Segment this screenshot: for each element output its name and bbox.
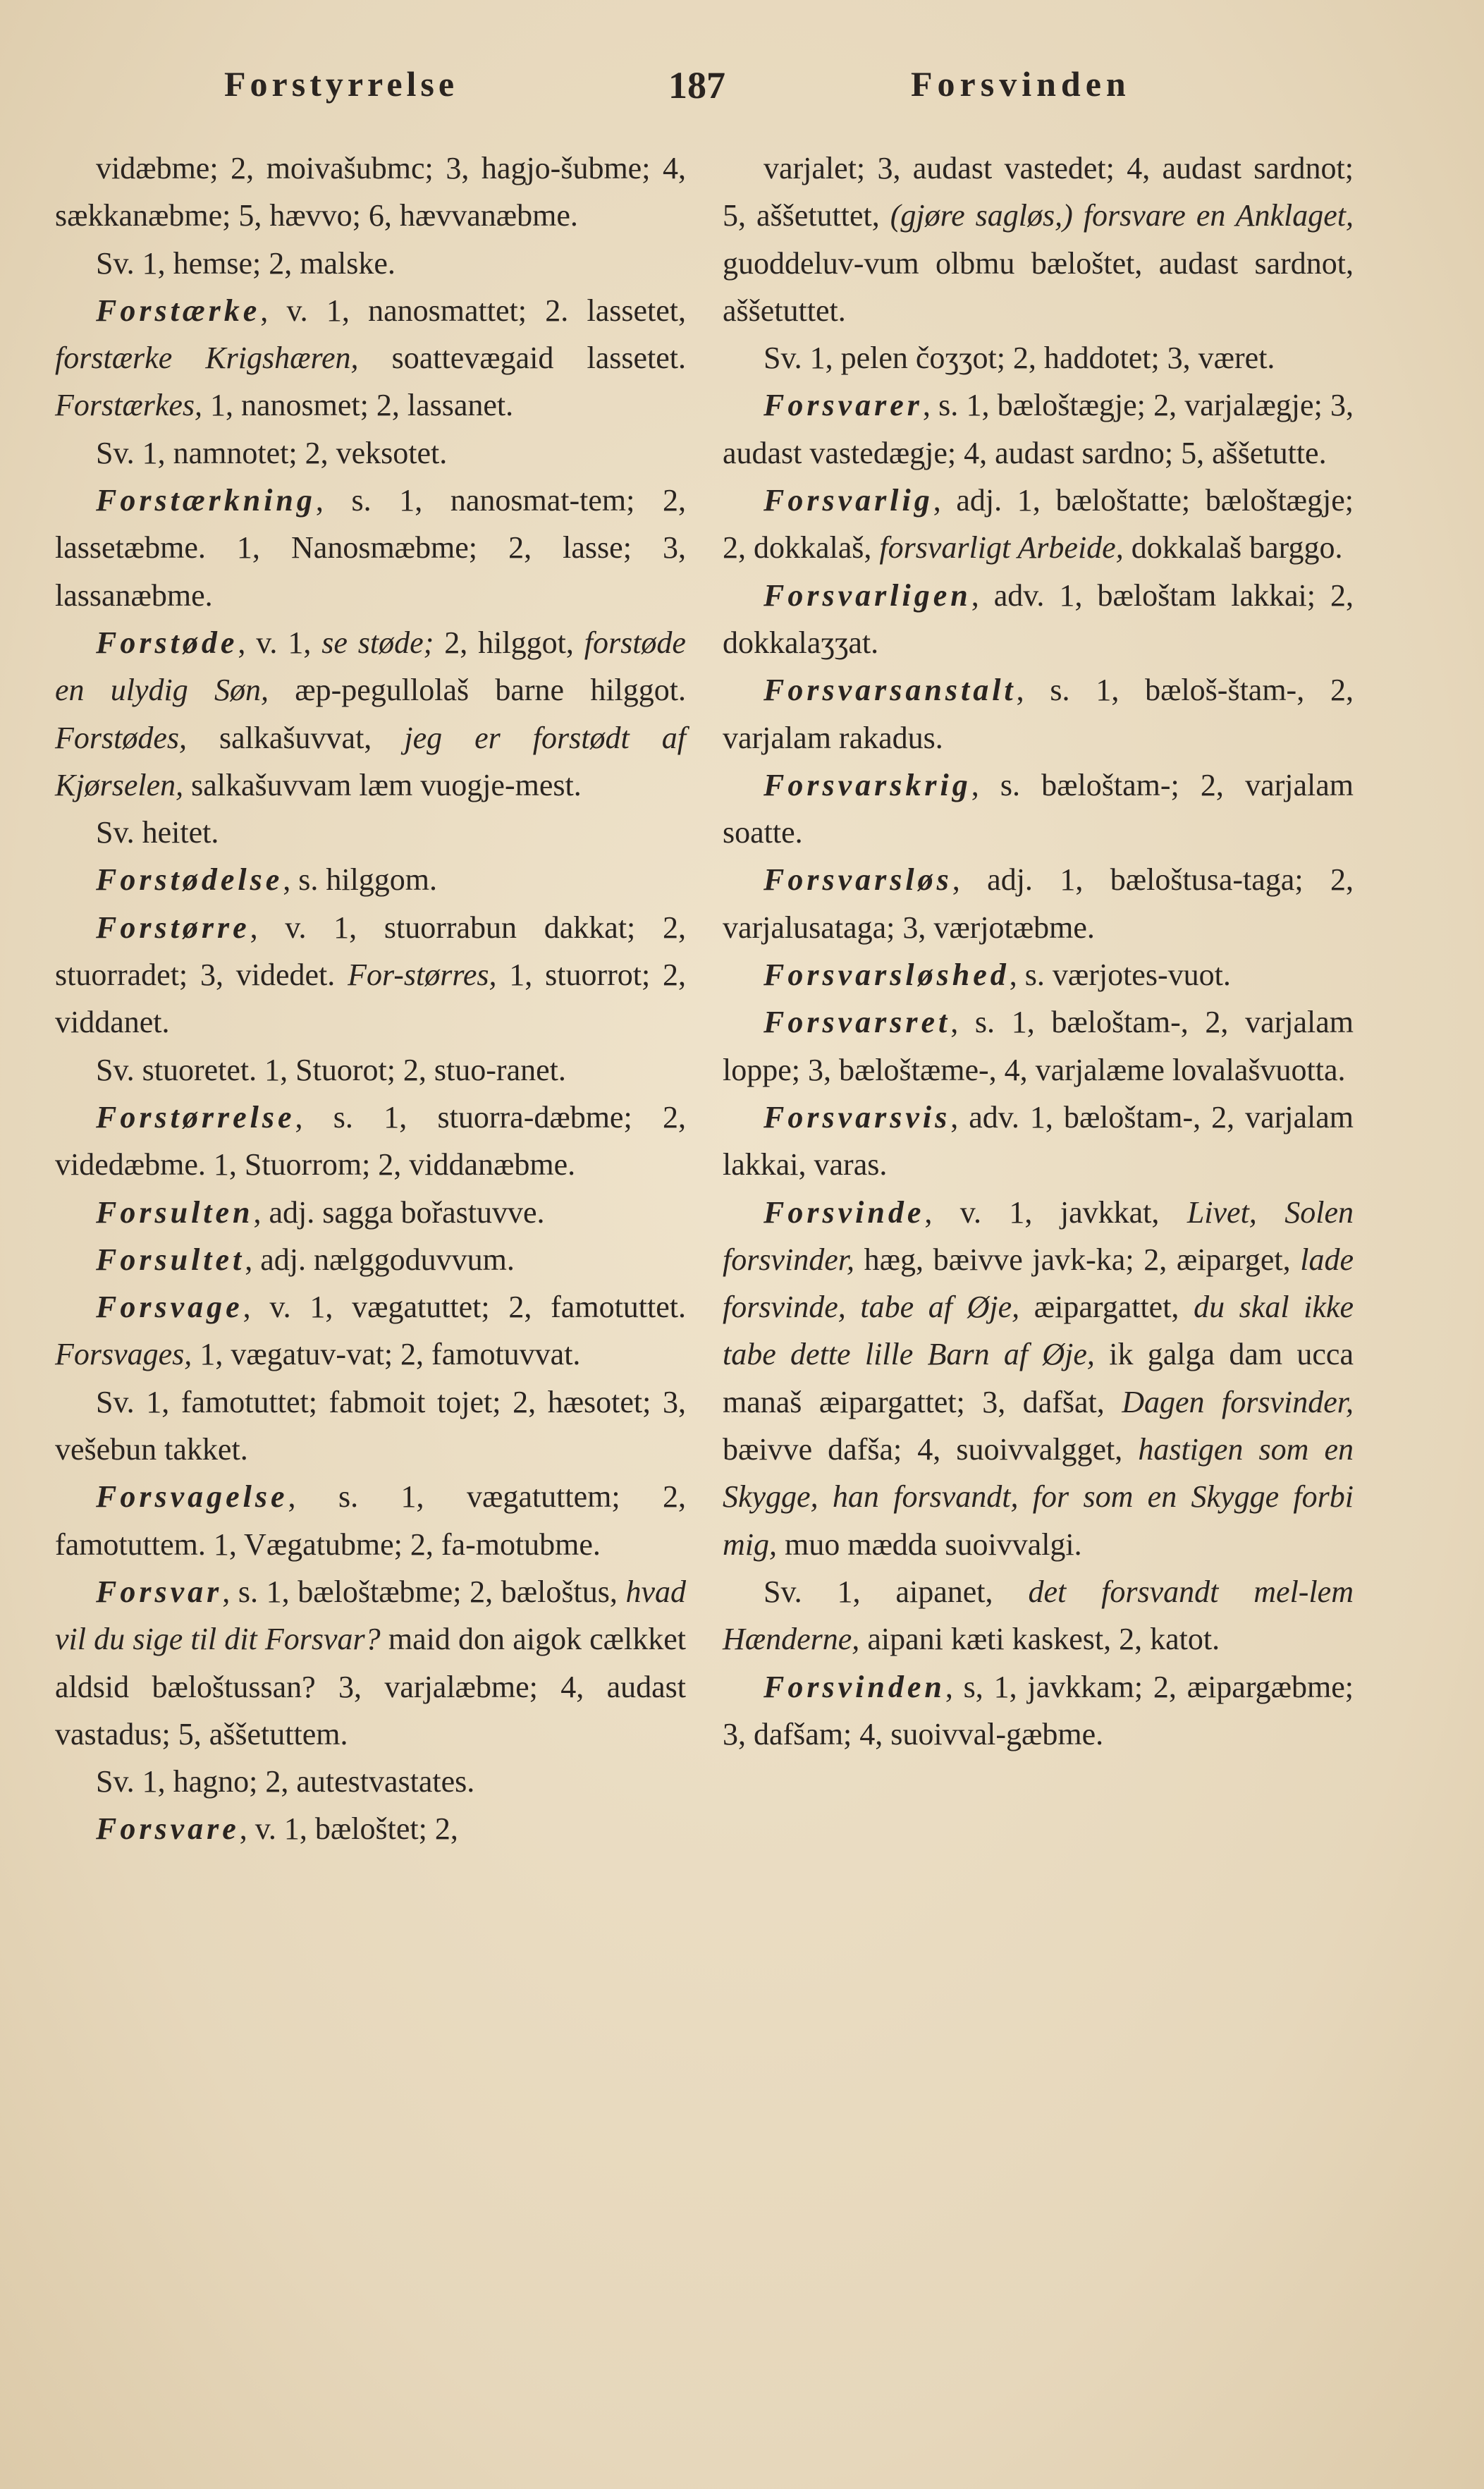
- headword: Forsvarskrig: [764, 767, 971, 802]
- entry-text: 1, stuorrot; 2, viddanet.: [55, 958, 686, 1040]
- headword: Forsulten: [96, 1194, 254, 1230]
- entry-text: 1, vægatuv-vat; 2, famotuvvat.: [192, 1337, 581, 1372]
- entry-text: , s. bæloštam-; 2, varjalam soatte.: [723, 767, 1354, 850]
- headword: Forsvinde: [764, 1194, 925, 1230]
- dictionary-entry: [723, 998, 1354, 1094]
- entry-text: , s. værjotes-vuot.: [1009, 958, 1231, 993]
- entry-text: maid don aigok cælkket aldsid bæloštussan? 3, varjalæbme; 4, audast vastadus; 5, aššetuttem.: [55, 1622, 686, 1751]
- entry-text: , adv. 1, bæloštam-, 2, varjalam lakkai, varas.: [723, 1099, 1354, 1182]
- entry-text: , adj. nælggoduvvum.: [245, 1242, 515, 1277]
- entry-text: , adv. 1, bæloštam lakkai; 2, dokkalaʒʒat.: [723, 577, 1354, 660]
- entry-text: , adj. sagga bořastuvve.: [253, 1194, 545, 1230]
- entry-text: Sv. 1, famotuttet; fabmoit tojet; 2, hæsotet; 3, vešebun takket.: [55, 1384, 686, 1467]
- dictionary-entry: [723, 666, 1354, 762]
- italic-example: Dagen forsvinder,: [1122, 1384, 1354, 1419]
- entry-text: Sv. 1, hagno; 2, autestvastates.: [96, 1764, 475, 1799]
- entry-text: æp-pegullolaš barne hilggot.: [269, 673, 686, 708]
- headword: Forsvarligen: [764, 577, 971, 613]
- synonym-note: [55, 429, 686, 477]
- dictionary-entry: [55, 1568, 686, 1758]
- entry-text: 1, nanosmet; 2, lassanet.: [202, 388, 514, 423]
- dictionary-entry: [55, 1473, 686, 1568]
- italic-example: forsvarligt Arbeide,: [879, 530, 1124, 565]
- dictionary-entry: [55, 856, 686, 903]
- headword: Forstærkning: [96, 483, 316, 518]
- headword: Forstørre: [96, 910, 250, 945]
- right-column: [723, 145, 1354, 1758]
- italic-example: Forstærkes,: [55, 388, 202, 423]
- entry-text: , s. 1, stuorra-dæbme; 2, videdæbme. 1, Stuorrom; 2, viddanæbme.: [55, 1099, 686, 1182]
- dictionary-entry: [55, 287, 686, 429]
- entry-text: dokkalaš barggo.: [1123, 530, 1343, 565]
- headword: Forsvagelse: [96, 1479, 288, 1515]
- synonym-note: [55, 240, 686, 287]
- header-last-entry: Forsvinden: [911, 64, 1131, 104]
- dictionary-entry: [55, 1283, 686, 1378]
- headword: Forstærke: [96, 293, 261, 328]
- entry-text: , s. 1, bæloštæbme; 2, bæloštus,: [222, 1574, 626, 1609]
- headword: Forsvare: [96, 1811, 240, 1847]
- italic-example: se støde;: [321, 625, 434, 660]
- entry-text: Sv. 1, pelen čoʒʒot; 2, haddotet; 3, været.: [764, 341, 1275, 376]
- entry-text: , v. 1, javkkat,: [924, 1194, 1187, 1230]
- dictionary-entry: [55, 1236, 686, 1283]
- dictionary-entry: [723, 1189, 1354, 1568]
- italic-example: Forsvages,: [55, 1337, 192, 1372]
- headword: Forstødelse: [96, 862, 283, 898]
- synonym-note: [55, 1758, 686, 1805]
- entry-text: ik galga dam ucca manaš æipargattet; 3, dafšat,: [723, 1337, 1354, 1419]
- headword: Forsvarsret: [764, 1005, 951, 1040]
- dictionary-entry: [723, 762, 1354, 857]
- headword: Forsvarsløshed: [764, 958, 1010, 993]
- headword: Forstørrelse: [96, 1099, 295, 1135]
- entry-text: , s. 1, vægatuttem; 2, famotuttem. 1, Vægatubme; 2, fa-motubme.: [55, 1479, 686, 1562]
- synonym-note: [55, 1378, 686, 1474]
- synonym-note: [723, 334, 1354, 381]
- headword: Forsvarsvis: [764, 1099, 951, 1135]
- dictionary-entry: [55, 1189, 686, 1236]
- dictionary-entry: [55, 904, 686, 1046]
- headword: Forstøde: [96, 625, 238, 660]
- entry-text: bæivve dafša; 4, suoivvalgget,: [723, 1432, 1139, 1467]
- headword: Forsvarsanstalt: [764, 673, 1017, 708]
- headword: Forsvinden: [764, 1669, 945, 1704]
- entry-text: Sv. 1, namnotet; 2, veksotet.: [96, 435, 448, 470]
- italic-example: Forstødes,: [55, 720, 187, 755]
- synonym-note: [55, 809, 686, 856]
- entry-text: salkašuvvat,: [187, 720, 405, 755]
- dictionary-entry: [723, 1663, 1354, 1759]
- italic-example: jeg er forstødt af Kjørselen,: [55, 720, 686, 802]
- dictionary-entry: [55, 145, 686, 240]
- entry-text: varjalet; 3, audast vastedet; 4, audast sardnot; 5, aššetuttet,: [723, 151, 1354, 233]
- running-header: [0, 63, 1484, 113]
- entry-text: , s. 1, bæloštam-, 2, varjalam loppe; 3, bæloštæme-, 4, varjalæme lovalašvuotta.: [723, 1005, 1354, 1087]
- dictionary-entry: [723, 381, 1354, 477]
- entry-text: , s. 1, bæloštægje; 2, varjalægje; 3, audast vastedægje; 4, audast sardno; 5, aššetutte.: [723, 388, 1354, 470]
- italic-example: du skal ikke tabe dette lille Barn af Øje,: [723, 1290, 1354, 1372]
- entry-text: muo mædda suoivvalgi.: [777, 1527, 1082, 1562]
- entry-text: Sv. 1, aipanet,: [764, 1574, 1029, 1609]
- italic-example: Livet, Solen forsvinder,: [723, 1194, 1354, 1277]
- dictionary-entry: [723, 572, 1354, 667]
- left-column: [55, 145, 686, 1853]
- italic-example: forstøde en ulydig Søn,: [55, 625, 686, 708]
- entry-text: , s. 1, bæloš-štam-, 2, varjalam rakadus.: [723, 673, 1354, 755]
- italic-example: hastigen som en Skygge, han forsvandt, for som en Skygge forbi mig,: [723, 1432, 1354, 1562]
- entry-text: , s. 1, nanosmat-tem; 2, lassetæbme. 1, Nanosmæbme; 2, lasse; 3, lassanæbme.: [55, 483, 686, 613]
- italic-example: (gjøre sagløs,) forsvare en Anklaget,: [890, 198, 1354, 233]
- entry-text: vidæbme; 2, moivašubmc; 3, hagjo-šubme; 4, sækkanæbme; 5, hævvo; 6, hævvanæbme.: [55, 151, 686, 233]
- italic-example: For-størres,: [348, 958, 497, 993]
- entry-text: , s. hilggom.: [283, 862, 438, 898]
- italic-example: det forsvandt mel-lem Hænderne,: [723, 1574, 1354, 1657]
- dictionary-entry: [55, 619, 686, 809]
- entry-text: , s, 1, javkkam; 2, æipargæbme; 3, dafšam; 4, suoivval-gæbme.: [723, 1669, 1354, 1751]
- dictionary-entry: [723, 856, 1354, 951]
- entry-text: æipargattet,: [1019, 1290, 1194, 1325]
- entry-text: , v. 1, vægatuttet; 2, famotuttet.: [243, 1290, 686, 1325]
- dictionary-entry: [723, 1568, 1354, 1663]
- header-first-entry: Forstyrrelse: [224, 64, 459, 104]
- entry-text: Sv. heitet.: [96, 815, 219, 850]
- entry-text: , adj. 1, bæloštatte; bæloštægje; 2, dokkalaš,: [723, 483, 1354, 565]
- entry-text: salkašuvvam læm vuogje-mest.: [183, 767, 582, 802]
- italic-example: forstærke Krigshæren,: [55, 341, 359, 376]
- headword: Forsultet: [96, 1242, 245, 1277]
- headword: Forsvarer: [764, 388, 923, 423]
- entry-text: , v. 1, stuorrabun dakkat; 2, stuorradet; 3, videdet.: [55, 910, 686, 993]
- entry-text: , v. 1,: [238, 625, 322, 660]
- dictionary-entry: [723, 145, 1354, 334]
- italic-example: lade forsvinde, tabe af Øje,: [723, 1242, 1354, 1325]
- entry-text: , v. 1, nanosmattet; 2. lassetet,: [260, 293, 686, 328]
- entry-text: , adj. 1, bæloštusa-taga; 2, varjalusataga; 3, værjotæbme.: [723, 862, 1354, 945]
- dictionary-entry: [723, 951, 1354, 998]
- headword: Forsvarlig: [764, 483, 933, 518]
- entry-text: Sv. 1, hemse; 2, malske.: [96, 245, 395, 281]
- entry-text: Sv. stuoretet. 1, Stuorot; 2, stuo-ranet.: [96, 1052, 566, 1087]
- dictionary-entry: [723, 1094, 1354, 1189]
- entry-text: hæg, bæivve javk-ka; 2, æiparget,: [854, 1242, 1301, 1277]
- headword: Forsvage: [96, 1290, 243, 1325]
- entry-text: soattevægaid lassetet.: [358, 341, 686, 376]
- dictionary-entry: [55, 477, 686, 619]
- entry-text: aipani kæti kaskest, 2, katot.: [859, 1622, 1220, 1657]
- italic-example: hvad vil du sige til dit Forsvar?: [55, 1574, 686, 1657]
- headword: Forsvar: [96, 1574, 223, 1609]
- dictionary-entry: [55, 1094, 686, 1189]
- headword: Forsvarsløs: [764, 862, 952, 898]
- entry-text: 2, hilggot,: [434, 625, 584, 660]
- entry-text: guoddeluv-vum olbmu bæloštet, audast sardnot, aššetuttet.: [723, 245, 1354, 328]
- synonym-note: [55, 1046, 686, 1094]
- dictionary-entry: [723, 477, 1354, 572]
- entry-text: , v. 1, bæloštet; 2,: [239, 1811, 458, 1847]
- dictionary-entry: [55, 1805, 686, 1852]
- page-number: 187: [668, 64, 725, 106]
